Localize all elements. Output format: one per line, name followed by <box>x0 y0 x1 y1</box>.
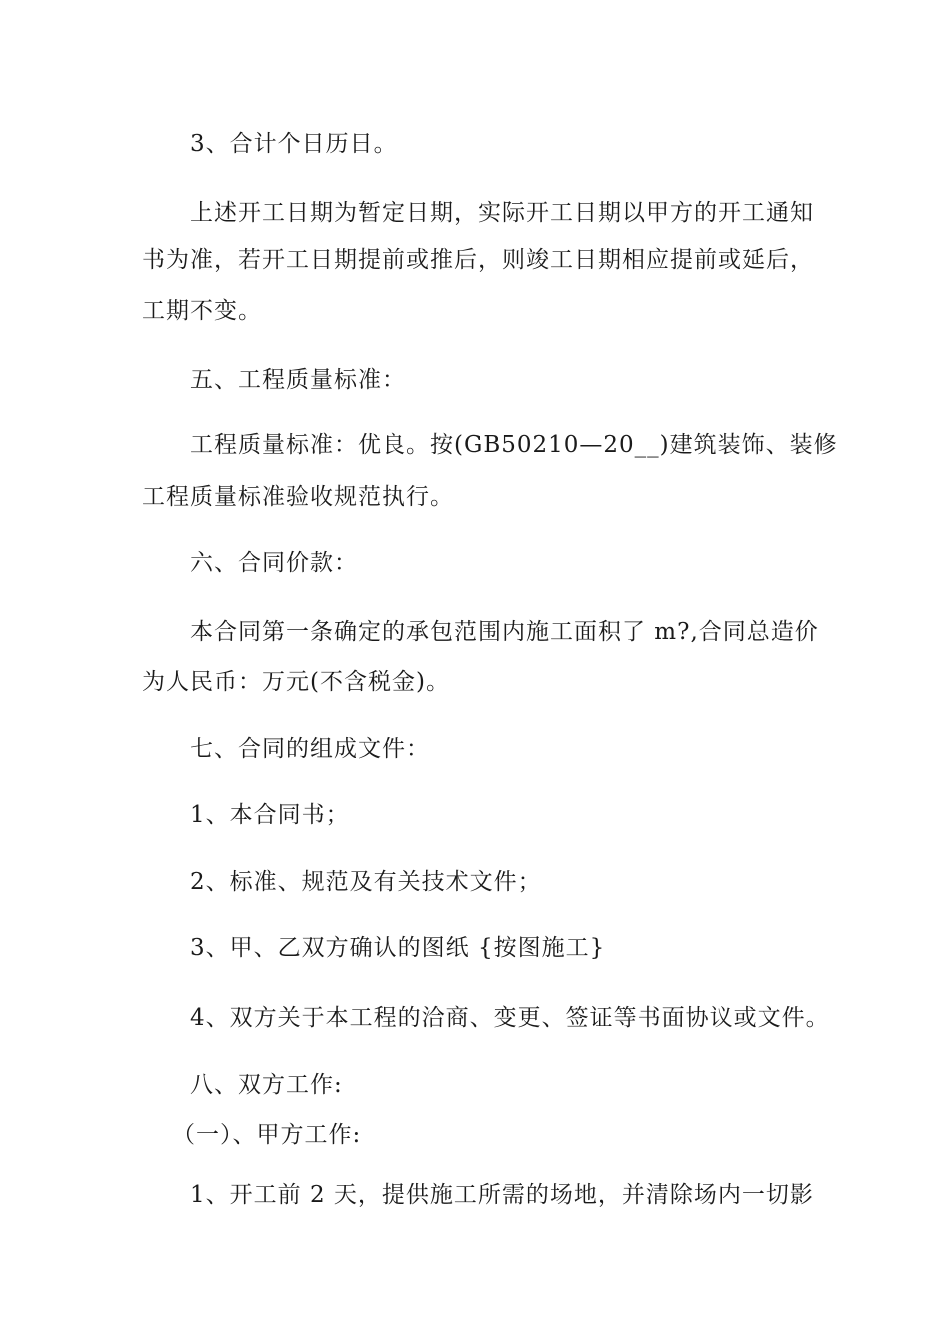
paragraph-line: 工程质量标准：优良。按(GB50210—20__)建筑装饰、装修 <box>190 432 838 458</box>
paragraph-line: 为人民币：万元(不含税金)。 <box>142 669 450 695</box>
list-item: 4、双方关于本工程的洽商、变更、签证等书面协议或文件。 <box>190 1005 830 1031</box>
paragraph-line: 上述开工日期为暂定日期，实际开工日期以甲方的开工通知 <box>190 200 814 226</box>
paragraph-line: 工期不变。 <box>142 298 262 324</box>
section-heading: 五、工程质量标准： <box>190 367 406 393</box>
list-item: 1、开工前 2 天，提供施工所需的场地，并清除场内一切影 <box>190 1182 814 1208</box>
clause-line: 3、合计个日历日。 <box>190 131 398 157</box>
list-item: 3、甲、乙双方确认的图纸 {按图施工} <box>190 935 606 961</box>
subsection-heading: （一）、甲方工作: <box>172 1122 362 1148</box>
section-heading: 八、双方工作: <box>190 1072 343 1098</box>
paragraph-line: 书为准，若开工日期提前或推后，则竣工日期相应提前或延后， <box>142 247 814 273</box>
paragraph-line: 工程质量标准验收规范执行。 <box>142 484 454 510</box>
section-heading: 七、合同的组成文件： <box>190 736 430 762</box>
section-heading: 六、合同价款： <box>190 550 358 576</box>
list-item: 2、标准、规范及有关技术文件； <box>190 869 542 895</box>
list-item: 1、本合同书； <box>190 802 350 828</box>
paragraph-line: 本合同第一条确定的承包范围内施工面积了 m?,合同总造价 <box>190 619 819 645</box>
